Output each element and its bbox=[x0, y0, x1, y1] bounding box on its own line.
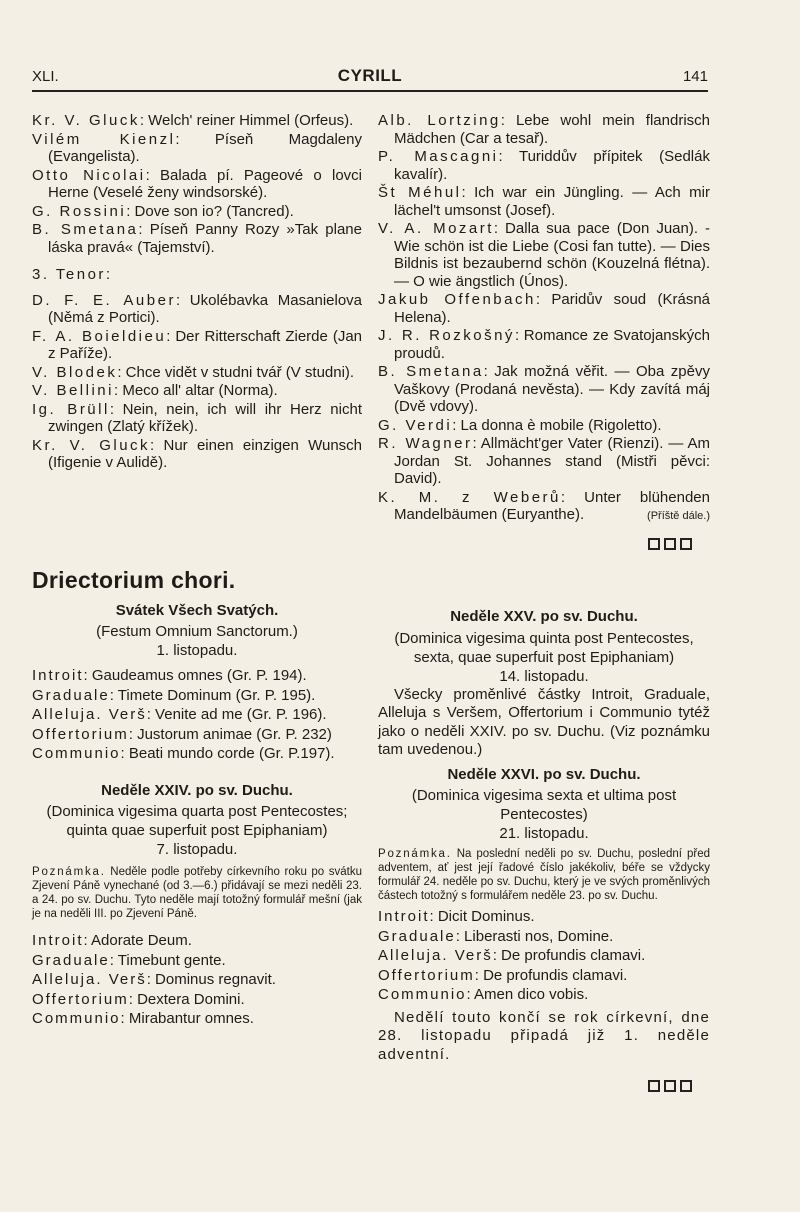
proper-item bbox=[32, 951, 362, 971]
sunday-paragraph: Všecky proměnlivé částky Introit, Graduale, Alleluja s Veršem, Offertorium i Communio tytéž jako o neděli XXIV. po sv. Duchu. (Viz poznámku tam uvedenou.) bbox=[378, 685, 710, 758]
propers-list bbox=[32, 666, 362, 764]
repertoire-entry bbox=[32, 112, 362, 130]
work-title: : Der Ritterschaft Zierde (Jan z Paříže). bbox=[48, 327, 362, 362]
repertoire-entry bbox=[378, 220, 710, 290]
composer-name: Alb. Lortzing bbox=[378, 112, 501, 129]
work-title: : Píseň Magdaleny (Evangelista). bbox=[48, 130, 362, 165]
propers-list bbox=[378, 907, 710, 1005]
work-title: : Dove son io? (Tancred). bbox=[126, 202, 294, 220]
journal-title: CYRILL bbox=[337, 66, 403, 85]
repertoire-entry bbox=[378, 435, 710, 488]
work-title: : Jak možná věřit. — Oba zpěvy Vaškovy (Prodaná nevěsta). — Kdy zavítá máj (Dvě vdovy). bbox=[394, 363, 710, 415]
composer-name: R. Wagner bbox=[378, 435, 473, 452]
header-rule bbox=[32, 90, 708, 92]
proper-label: Offertorium bbox=[32, 990, 129, 1008]
proper-text: : Justorum animae (Gr. P. 232) bbox=[128, 725, 332, 743]
ornament-square-icon bbox=[648, 1080, 660, 1092]
tenor-repertoire-list bbox=[32, 292, 362, 472]
proper-label: Introit bbox=[378, 908, 430, 925]
directorium-title: Driectorium chori. bbox=[32, 567, 236, 593]
closing-paragraph: Nedělí touto končí se rok církevní, dne 28. listopadu připadá již 1. neděle adventní. bbox=[378, 1008, 710, 1063]
work-title: : Meco all' altar (Norma). bbox=[113, 382, 278, 399]
left-top-column bbox=[32, 112, 362, 473]
proper-label: Introit bbox=[32, 667, 84, 684]
work-title: : Romance ze Svatojanských proudů. bbox=[394, 327, 710, 362]
proper-label: Alleluja. Verš bbox=[32, 706, 147, 723]
repertoire-entry bbox=[32, 167, 362, 202]
repertoire-entry bbox=[32, 401, 362, 436]
repertoire-entry bbox=[32, 382, 362, 400]
work-title: : Dalla sua pace (Don Juan). - Wie schön ist die Liebe (Cosi fan tutte). — Dies Bildnis ist bezaubernd schön (Kouzelná flétna). — O wie ängstlich (Únos). bbox=[394, 220, 710, 290]
proper-text: : Timebunt gente. bbox=[109, 951, 226, 969]
sunday-latin: (Dominica vigesima quinta post Pentecostes, sexta, quae superfuit post Epiphaniam) bbox=[394, 629, 694, 666]
sunday-date: 14. listopadu. bbox=[499, 667, 589, 685]
proper-label: Graduale bbox=[32, 686, 110, 704]
composer-name: Jakub Offenbach bbox=[378, 291, 536, 308]
sunday-heading: Neděle XXIV. po sv. Duchu. bbox=[101, 781, 293, 799]
sunday-heading: Neděle XXVI. po sv. Duchu. bbox=[447, 765, 641, 783]
proper-label: Introit bbox=[32, 932, 84, 949]
proper-text: : Liberasti nos, Domine. bbox=[455, 927, 614, 945]
composer-name: Kr. V. Gluck bbox=[32, 112, 140, 129]
proper-label: Communio bbox=[32, 745, 121, 762]
work-title: : Píseň Panny Rozy »Tak plane láska pravá« (Tajemství). bbox=[48, 221, 362, 256]
section-end-ornament bbox=[648, 1080, 692, 1092]
ornament-square-icon bbox=[664, 1080, 676, 1092]
feast-latin: (Festum Omnium Sanctorum.) bbox=[96, 623, 298, 640]
work-title: : Nein, nein, ich will ihr Herz nicht zwingen (Zlatý křížek). bbox=[48, 400, 362, 435]
composer-name: F. A. Boieldieu bbox=[32, 327, 167, 345]
feast-date: 1. listopadu. bbox=[156, 642, 238, 659]
proper-text: : Timete Dominum (Gr. P. 195). bbox=[109, 686, 316, 704]
repertoire-entry bbox=[378, 184, 710, 219]
repertoire-entry bbox=[32, 221, 362, 256]
proper-item bbox=[32, 705, 362, 725]
repertoire-entry bbox=[32, 292, 362, 327]
repertoire-entry bbox=[378, 112, 710, 147]
composer-name: Ig. Brüll bbox=[32, 400, 110, 418]
composer-name: Kr. V. Gluck bbox=[32, 436, 151, 454]
composer-name: Št Méhul bbox=[378, 184, 462, 201]
work-title: : Turiddův přípitek (Sedlák kavalír). bbox=[394, 148, 710, 183]
proper-label: Communio bbox=[378, 986, 467, 1003]
work-title: : Nur einen einzigen Wunsch (Ifigenie v Aulidě). bbox=[48, 436, 363, 471]
ornament-square-icon bbox=[664, 538, 676, 550]
proper-label: Graduale bbox=[32, 951, 110, 969]
sunday-date: 7. listopadu. bbox=[156, 841, 238, 858]
sunday-date: 21. listopadu. bbox=[499, 825, 589, 842]
proper-item bbox=[32, 990, 362, 1010]
work-title: : Paridův soud (Krásná Helena). bbox=[394, 291, 711, 326]
proper-item bbox=[378, 985, 710, 1005]
tenor-heading: 3. Tenor: bbox=[32, 266, 113, 283]
left-bottom-column bbox=[32, 567, 362, 1029]
repertoire-entry bbox=[32, 437, 362, 472]
section-end-ornament bbox=[648, 538, 692, 550]
proper-label: Offertorium bbox=[378, 966, 475, 984]
proper-item bbox=[378, 966, 710, 986]
composer-name: V. Bellini bbox=[32, 382, 114, 399]
proper-item bbox=[32, 666, 362, 686]
proper-item bbox=[378, 907, 710, 927]
volume-number: XLI. bbox=[32, 68, 59, 85]
repertoire-entry bbox=[378, 291, 710, 326]
repertoire-entry bbox=[32, 328, 362, 363]
proper-text: : Adorate Deum. bbox=[83, 932, 192, 949]
proper-text: : Dicit Dominus. bbox=[429, 908, 535, 925]
proper-text: : Gaudeamus omnes (Gr. P. 194). bbox=[83, 667, 307, 684]
proper-label: Alleluja. Verš bbox=[378, 947, 493, 964]
note: Poznámka. Na poslední neděli po sv. Duchu, poslední před adventem, ať jest její řadové číslo jakékoliv, béře se vždycky formulář 24. neděle po sv. Duchu, který je ve svých proměnlivých částech totožný s formulářem neděle 23. po sv. Duchu. bbox=[378, 848, 710, 902]
composer-name: G. Rossini bbox=[32, 202, 127, 220]
repertoire-list bbox=[32, 112, 362, 256]
work-title: : Welch' reiner Himmel (Orfeus). bbox=[139, 112, 354, 129]
proper-label: Graduale bbox=[378, 927, 456, 945]
proper-text: : Dominus regnavit. bbox=[146, 971, 276, 988]
repertoire-entry bbox=[378, 148, 710, 183]
note: Poznámka. Neděle podle potřeby církevního roku po svátku Zjevení Páně vynechané (od 3.—6.) přidávají se mezi neděli 23. a 24. po sv. Duchu. Tyto neděle mají totožný formulář mešní (jak je na neděli III. po Zjevení Páně. bbox=[32, 866, 362, 920]
repertoire-entry bbox=[32, 364, 362, 382]
propers-list bbox=[32, 931, 362, 1029]
work-title: : Unter blühenden Mandelbäumen (Euryanthe). bbox=[394, 488, 710, 523]
right-bottom-column bbox=[378, 604, 710, 1064]
proper-text: : Beati mundo corde (Gr. P.197). bbox=[120, 745, 335, 762]
proper-label: Offertorium bbox=[32, 725, 129, 743]
ornament-square-icon bbox=[680, 538, 692, 550]
composer-name: P. Mascagni bbox=[378, 148, 499, 165]
composer-name: J. R. Rozkošný bbox=[378, 327, 515, 344]
proper-text: : De profundis clamavi. bbox=[474, 966, 628, 984]
repertoire-entry bbox=[378, 327, 710, 362]
feast-heading: Svátek Všech Svatých. bbox=[115, 601, 279, 619]
repertoire-entry bbox=[32, 131, 362, 166]
composer-name: D. F. E. Auber bbox=[32, 291, 176, 309]
proper-item bbox=[32, 931, 362, 951]
proper-label: Alleluja. Verš bbox=[32, 971, 147, 988]
work-title: : Allmächt'ger Vater (Rienzi). — Am Jordan St. Johannes stand (Mistři pěvci: David). bbox=[394, 435, 710, 487]
repertoire-entry bbox=[32, 203, 362, 221]
work-title: : Ich war ein Jüngling. — Ach mir lächel't umsonst (Josef). bbox=[394, 184, 710, 219]
right-top-column bbox=[378, 112, 710, 525]
composer-name: V. Blodek bbox=[32, 363, 118, 381]
work-title: : Ukolébavka Masanielova (Němá z Portici). bbox=[48, 291, 363, 326]
ornament-square-icon bbox=[680, 1080, 692, 1092]
proper-item bbox=[32, 970, 362, 990]
continued-note: (Příště dále.) bbox=[647, 509, 710, 522]
proper-text: : Dextera Domini. bbox=[128, 990, 245, 1008]
proper-item bbox=[378, 927, 710, 947]
repertoire-list-continued bbox=[378, 112, 710, 524]
repertoire-entry bbox=[378, 417, 710, 435]
ornament-square-icon bbox=[648, 538, 660, 550]
work-title: : Lebe wohl mein flandrisch Mädchen (Car a tesař). bbox=[394, 112, 710, 147]
composer-name: B. Smetana bbox=[378, 363, 484, 380]
proper-item bbox=[32, 1009, 362, 1029]
work-title: : Chce vidět v studni tvář (V studni). bbox=[117, 363, 355, 381]
composer-name: V. A. Mozart bbox=[378, 220, 494, 237]
proper-text: : Mirabantur omnes. bbox=[120, 1010, 254, 1027]
proper-text: : Venite ad me (Gr. P. 196). bbox=[146, 706, 327, 723]
sunday-latin: (Dominica vigesima quarta post Pentecostes; quinta quae superfuit post Epiphaniam) bbox=[46, 803, 348, 839]
sunday-heading: Neděle XXV. po sv. Duchu. bbox=[450, 608, 638, 625]
work-title: : La donna è mobile (Rigoletto). bbox=[452, 416, 662, 434]
proper-item bbox=[32, 686, 362, 706]
composer-name: Otto Nicolai bbox=[32, 166, 146, 184]
proper-text: : De profundis clamavi. bbox=[492, 947, 646, 964]
work-title: : Balada pí. Pageové o lovci Herne (Veselé ženy windsorské). bbox=[48, 166, 362, 201]
proper-item bbox=[378, 946, 710, 966]
proper-text: : Amen dico vobis. bbox=[466, 986, 589, 1003]
composer-name: G. Verdi bbox=[378, 416, 453, 434]
composer-name: B. Smetana bbox=[32, 221, 139, 238]
composer-name: K. M. z Weberů bbox=[378, 488, 561, 506]
page-header bbox=[32, 66, 708, 90]
page-number: 141 bbox=[682, 68, 708, 85]
sunday-latin: (Dominica vigesima sexta et ultima post Pentecostes) bbox=[411, 787, 677, 823]
proper-item bbox=[32, 744, 362, 764]
repertoire-entry bbox=[378, 363, 710, 416]
proper-item bbox=[32, 725, 362, 745]
proper-label: Communio bbox=[32, 1010, 121, 1027]
composer-name: Vilém Kienzl bbox=[32, 130, 176, 148]
